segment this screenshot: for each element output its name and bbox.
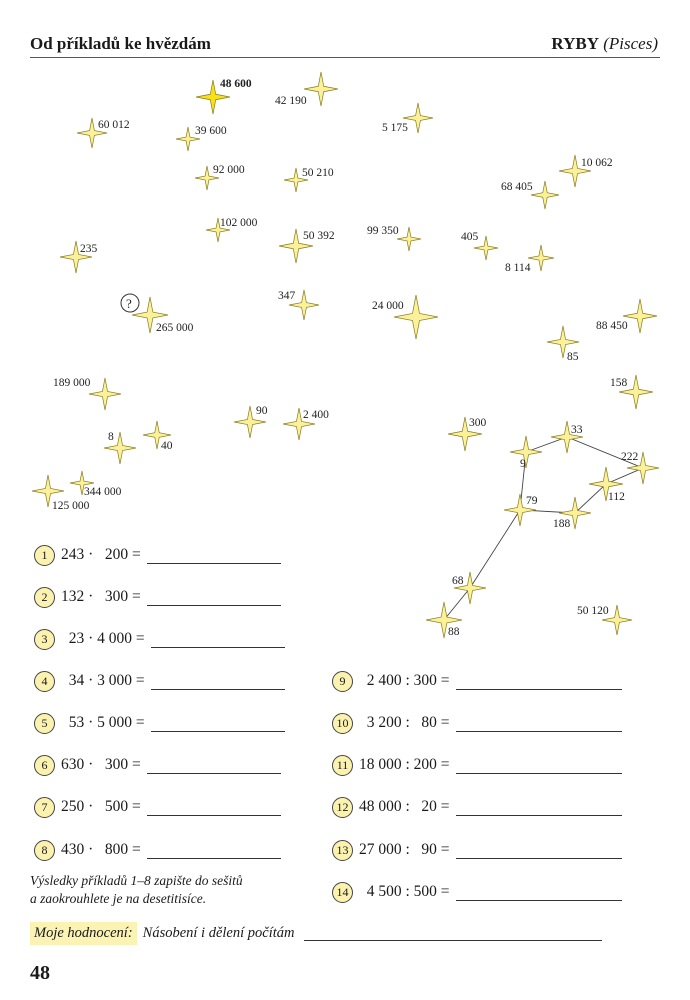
exercise-12: [332, 795, 622, 819]
star-label: 188: [553, 518, 571, 530]
answer-line[interactable]: [147, 547, 281, 564]
exercise-number: 13: [332, 840, 353, 861]
answer-line[interactable]: [147, 799, 281, 816]
exercise-expression: 250 · 500 =: [61, 798, 141, 815]
exercise-expression: 243 · 200 =: [61, 546, 141, 563]
star-label: 300: [469, 417, 487, 429]
exercise-5: [34, 711, 285, 735]
answer-line[interactable]: [456, 715, 622, 732]
exercise-2: [34, 585, 281, 609]
answer-line[interactable]: [147, 757, 281, 774]
exercise-expression: 132 · 300 =: [61, 588, 141, 605]
instructions-note: [30, 872, 243, 908]
star-label: 48 600: [220, 78, 252, 90]
star-label: 8 114: [505, 262, 531, 274]
star-label: 90: [256, 405, 268, 417]
self-assessment-text: Násobení i dělení počítám: [142, 925, 295, 941]
star-label: 68 405: [501, 181, 533, 193]
exercise-expression: 18 000 : 200 =: [359, 756, 450, 773]
exercise-9: [332, 669, 622, 693]
star-label: 112: [608, 491, 625, 503]
exercise-expression: 2 400 : 300 =: [359, 672, 450, 689]
note-line-1: Výsledky příkladů 1–8 zapište do sešitů: [30, 873, 243, 888]
star-label: 24 000: [372, 300, 404, 312]
self-assessment-label: Moje hodnocení:: [30, 922, 137, 945]
exercise-3: [34, 627, 285, 651]
sign-latin-name: (Pisces): [603, 34, 658, 53]
exercise-number: 8: [34, 840, 55, 861]
answer-line[interactable]: [151, 631, 285, 648]
answer-line[interactable]: [456, 757, 622, 774]
exercise-number: 4: [34, 671, 55, 692]
exercise-1: [34, 543, 281, 567]
star-label: 2 400: [303, 409, 329, 421]
star-label: 42 190: [275, 95, 307, 107]
star-label: 60 012: [98, 119, 130, 131]
star-label: 235: [80, 243, 98, 255]
star-label: 9: [520, 458, 526, 470]
exercise-6: [34, 753, 281, 777]
exercise-expression: 430 · 800 =: [61, 841, 141, 858]
exercise-expression: 53 · 5 000 =: [61, 714, 145, 731]
star-icon: [531, 181, 559, 209]
star-label: 10 062: [581, 157, 613, 169]
exercise-11: [332, 753, 622, 777]
star-icon: [510, 436, 542, 468]
star-label: 39 600: [195, 125, 227, 137]
self-assessment-line[interactable]: [304, 926, 602, 941]
star-label: 8: [108, 431, 114, 443]
page-title: Od příkladů ke hvězdám: [30, 34, 211, 53]
exercise-10: [332, 711, 622, 735]
exercise-expression: 27 000 : 90 =: [359, 841, 450, 858]
answer-line[interactable]: [456, 673, 622, 690]
exercise-expression: 3 200 : 80 =: [359, 714, 450, 731]
star-icon: [528, 245, 554, 271]
star-label: 92 000: [213, 164, 245, 176]
star-icon: [623, 299, 657, 333]
star-label: 85: [567, 351, 579, 363]
star-label: 50 392: [303, 230, 335, 242]
star-label: 405: [461, 231, 479, 243]
exercise-expression: 23 · 4 000 =: [61, 630, 145, 647]
star-label: 347: [278, 290, 296, 302]
star-label: 88: [448, 626, 460, 638]
star-label: 50 120: [577, 605, 609, 617]
exercise-expression: 630 · 300 =: [61, 756, 141, 773]
star-label: 5 175: [382, 122, 408, 134]
exercise-number: 9: [332, 671, 353, 692]
answer-line[interactable]: [151, 673, 285, 690]
answer-line[interactable]: [456, 799, 622, 816]
question-mark: ?: [126, 296, 132, 311]
exercise-7: [34, 795, 281, 819]
star-label: 40: [161, 440, 173, 452]
exercise-number: 5: [34, 713, 55, 734]
exercise-14: [332, 880, 622, 904]
answer-line[interactable]: [147, 589, 281, 606]
star-label: 99 350: [367, 225, 399, 237]
star-label: 265 000: [156, 322, 194, 334]
exercise-number: 2: [34, 587, 55, 608]
star-icon: [304, 72, 338, 106]
star-label: 189 000: [53, 377, 91, 389]
star-label: 68: [452, 575, 464, 587]
exercise-number: 7: [34, 797, 55, 818]
constellation-lines: [444, 437, 643, 620]
answer-line[interactable]: [456, 884, 622, 901]
star-label: 88 450: [596, 320, 628, 332]
star-label: 79: [526, 495, 538, 507]
exercise-number: 14: [332, 882, 353, 903]
self-assessment: [30, 922, 602, 945]
star-label: 33: [571, 424, 583, 436]
answer-line[interactable]: [147, 842, 281, 859]
exercise-number: 11: [332, 755, 353, 776]
sign-name: RYBY: [551, 34, 599, 53]
exercise-13: [332, 838, 622, 862]
exercise-number: 10: [332, 713, 353, 734]
exercise-number: 6: [34, 755, 55, 776]
star-label: 125 000: [52, 500, 90, 512]
exercise-number: 1: [34, 545, 55, 566]
exercise-expression: 34 · 3 000 =: [61, 672, 145, 689]
star-label: 222: [621, 451, 639, 463]
star-icon: [397, 227, 421, 251]
star-label: 50 210: [302, 167, 334, 179]
exercise-number: 12: [332, 797, 353, 818]
note-line-2: a zaokrouhlete je na desetitisíce.: [30, 891, 207, 906]
exercise-expression: 48 000 : 20 =: [359, 798, 450, 815]
exercise-8: [34, 838, 281, 862]
star-icon: [89, 378, 121, 410]
exercise-number: 3: [34, 629, 55, 650]
star-label: 158: [610, 377, 628, 389]
star-label: 102 000: [220, 217, 258, 229]
exercise-4: [34, 669, 285, 693]
exercise-expression: 4 500 : 500 =: [359, 883, 450, 900]
answer-line[interactable]: [151, 715, 285, 732]
star-label: 344 000: [84, 486, 122, 498]
page-number: 48: [30, 962, 50, 984]
answer-line[interactable]: [456, 842, 622, 859]
